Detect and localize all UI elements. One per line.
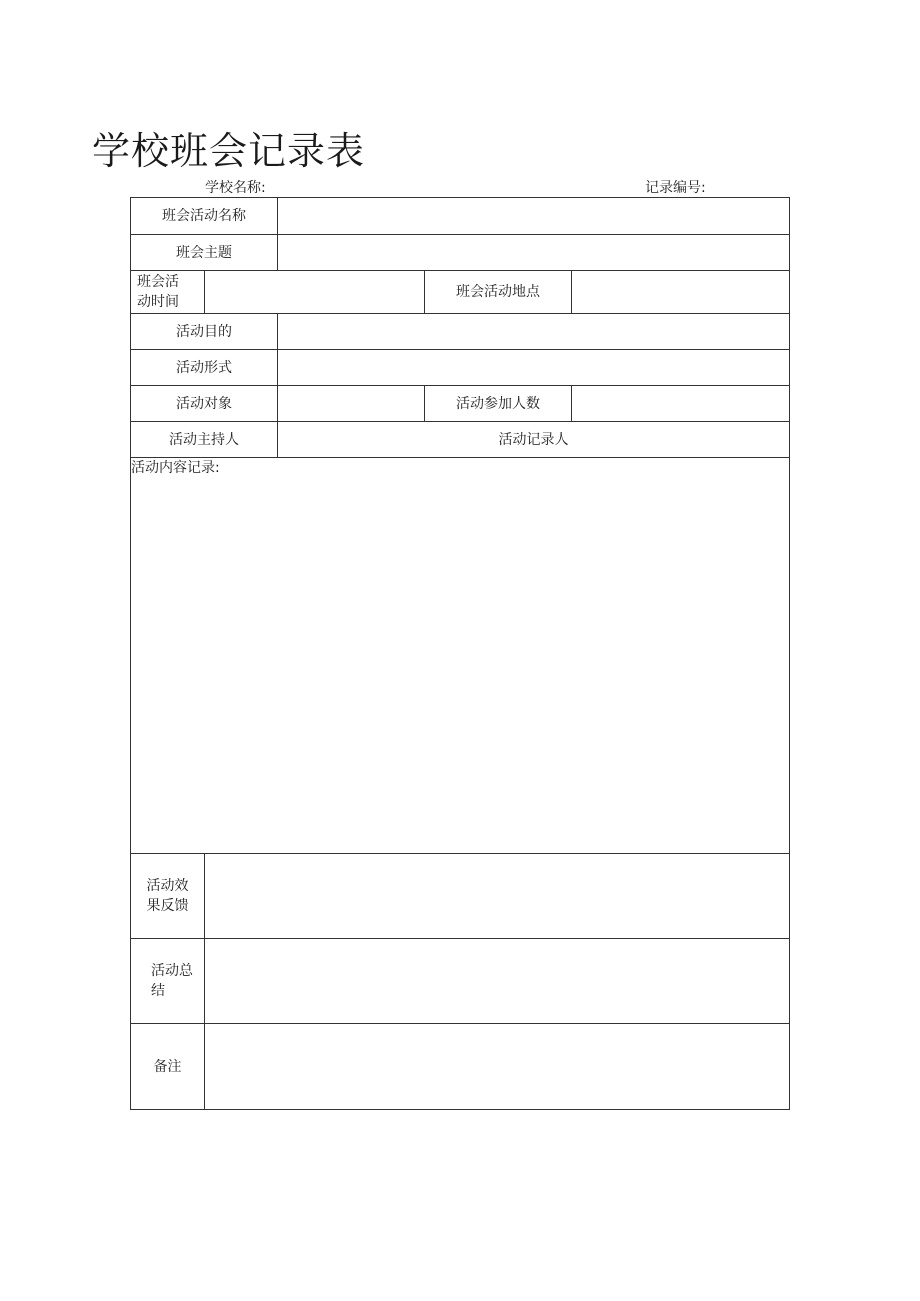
label-summary: 活动总 结 — [131, 939, 205, 1024]
label-purpose: 活动目的 — [131, 314, 278, 350]
label-content: 活动内容记录: — [131, 460, 220, 476]
record-number-label: 记录编号: — [645, 180, 706, 196]
label-theme: 班会主题 — [131, 235, 278, 271]
field-activity-name[interactable] — [278, 198, 789, 235]
field-theme[interactable] — [278, 235, 789, 271]
label-participants: 活动参加人数 — [425, 386, 572, 422]
label-remarks: 备注 — [131, 1024, 205, 1109]
label-activity-time: 班会活 动时间 — [131, 271, 205, 314]
field-target[interactable] — [278, 386, 425, 422]
label-activity-location: 班会活动地点 — [425, 271, 572, 314]
label-target: 活动对象 — [131, 386, 278, 422]
field-activity-time[interactable] — [205, 271, 425, 314]
record-form — [130, 197, 790, 1110]
field-content[interactable] — [131, 458, 789, 854]
school-name-label: 学校名称: — [205, 180, 266, 196]
label-host: 活动主持人 — [131, 422, 278, 458]
label-recorder: 活动记录人 — [498, 431, 569, 448]
field-remarks[interactable] — [205, 1024, 789, 1109]
field-purpose[interactable] — [278, 314, 789, 350]
field-summary[interactable] — [205, 939, 789, 1024]
page-title: 学校班会记录表 — [92, 129, 366, 173]
field-activity-location[interactable] — [572, 271, 789, 314]
field-format[interactable] — [278, 350, 789, 386]
field-host-recorder[interactable] — [278, 422, 789, 458]
field-participants[interactable] — [572, 386, 789, 422]
label-feedback: 活动效 果反馈 — [131, 854, 205, 939]
label-format: 活动形式 — [131, 350, 278, 386]
field-feedback[interactable] — [205, 854, 789, 939]
label-activity-name: 班会活动名称 — [131, 198, 278, 235]
